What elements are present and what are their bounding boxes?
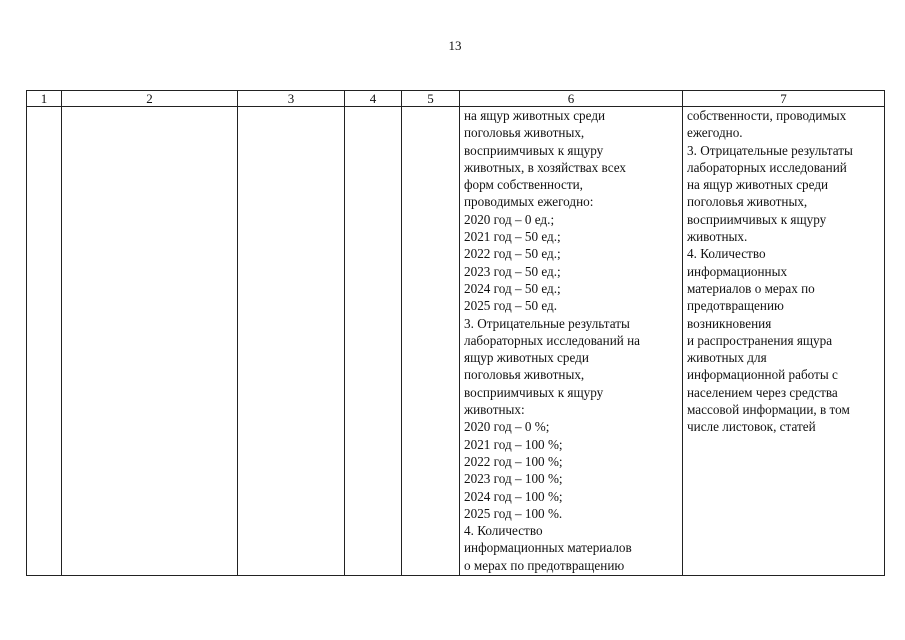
text-line: лабораторных исследований на: [464, 332, 641, 348]
text-line: на ящур животных среди: [464, 108, 606, 123]
column-header-2: 2: [62, 91, 238, 107]
data-table: [26, 90, 885, 576]
text-line: 2022 год – 100 %;: [464, 453, 563, 469]
text-line: возникновения: [687, 315, 772, 331]
column-header-7: 7: [683, 91, 885, 107]
column-header-1: 1: [27, 91, 62, 107]
text-line: массовой информации, в том: [687, 402, 850, 418]
text-line: населением через средства: [687, 384, 838, 400]
text-line: ящур животных среди: [464, 350, 589, 366]
text-line: предотвращению: [687, 298, 784, 314]
text-line: информационных материалов: [464, 540, 632, 556]
cell-col-4: [345, 107, 402, 576]
text-line: 2025 год – 100 %.: [464, 505, 563, 521]
cell-col-5: [402, 107, 460, 576]
text-line: поголовья животных,: [464, 367, 585, 383]
text-line: 3. Отрицательные результаты: [464, 315, 630, 331]
cell-col-3: [238, 107, 345, 576]
text-line: поголовья животных,: [464, 125, 585, 141]
expected-results-text: [683, 107, 884, 436]
text-line: 4. Количество: [687, 246, 766, 262]
text-line: 2021 год – 100 %;: [464, 436, 563, 452]
text-line: животных:: [464, 402, 525, 418]
text-line: 2020 год – 0 %;: [464, 419, 550, 435]
text-line: восприимчивых к ящуру: [464, 142, 604, 158]
text-line: числе листовок, статей: [687, 419, 816, 435]
text-line: ежегодно.: [687, 125, 743, 141]
text-line: поголовья животных,: [687, 194, 808, 210]
indicator-values-text: [460, 107, 682, 574]
cell-col-2: [62, 107, 238, 576]
text-line: на ящур животных среди: [687, 177, 829, 193]
table-row: [27, 107, 885, 576]
column-header-6: 6: [460, 91, 683, 107]
text-line: 4. Количество: [464, 523, 543, 539]
text-line: 2020 год – 0 ед.;: [464, 211, 555, 227]
text-line: 2025 год – 50 ед.: [464, 298, 558, 314]
text-line: 2023 год – 100 %;: [464, 471, 563, 487]
header-row: [27, 91, 885, 107]
text-line: собственности, проводимых: [687, 108, 847, 123]
cell-col-7: [683, 107, 885, 576]
text-line: проводимых ежегодно:: [464, 194, 594, 210]
text-line: восприимчивых к ящуру: [464, 384, 604, 400]
text-line: и распространения ящура: [687, 332, 833, 348]
column-header-3: 3: [238, 91, 345, 107]
text-line: о мерах по предотвращению: [464, 557, 625, 573]
text-line: 2024 год – 100 %;: [464, 488, 563, 504]
cell-col-6: [460, 107, 683, 576]
text-line: информационной работы с: [687, 367, 838, 383]
column-header-4: 4: [345, 91, 402, 107]
text-line: информационных: [687, 263, 788, 279]
text-line: восприимчивых к ящуру: [687, 211, 827, 227]
text-line: 2023 год – 50 ед.;: [464, 263, 561, 279]
column-header-5: 5: [402, 91, 460, 107]
text-line: животных для: [687, 350, 767, 366]
text-line: 3. Отрицательные результаты: [687, 142, 853, 158]
page-number: 13: [448, 38, 462, 53]
text-line: лабораторных исследований: [687, 159, 847, 175]
text-line: форм собственности,: [464, 177, 583, 193]
text-line: 2024 год – 50 ед.;: [464, 280, 561, 296]
text-line: 2021 год – 50 ед.;: [464, 229, 561, 245]
cell-col-1: [27, 107, 62, 576]
text-line: 2022 год – 50 ед.;: [464, 246, 561, 262]
text-line: материалов о мерах по: [687, 280, 815, 296]
text-line: животных.: [687, 229, 748, 245]
text-line: животных, в хозяйствах всех: [464, 159, 626, 175]
